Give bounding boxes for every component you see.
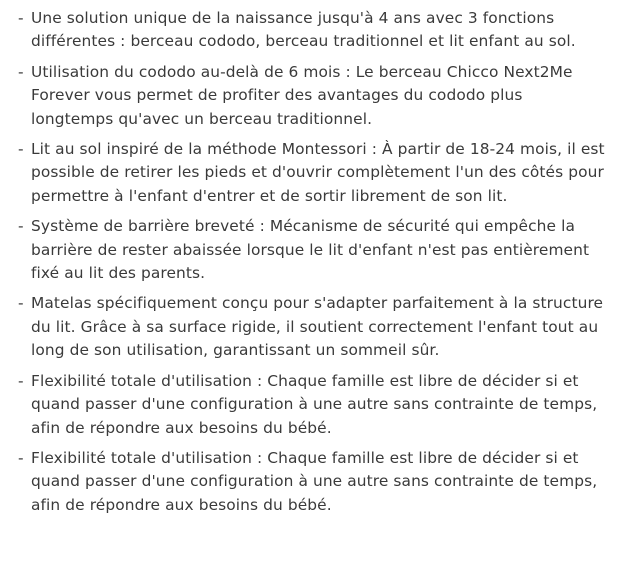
list-item [18,292,608,362]
list-item [18,61,608,131]
feature-text: Matelas spécifiquement conçu pour s'adapter parfaitement à la structure du lit. Grâce à sa surface rigide, il soutient correctement l'enfant tout au long de son utilisation, garantissant un sommeil sûr. [31,294,604,360]
feature-text: Flexibilité totale d'utilisation : Chaque famille est libre de décider si et quand passer d'une configuration à une autre sans contrainte de temps, afin de répondre aux besoins du bébé. [31,448,598,514]
list-item [18,370,608,440]
feature-text: Une solution unique de la naissance jusqu'à 4 ans avec 3 fonctions différentes : berceau cododo, berceau traditionnel et lit enfant au sol. [31,9,576,51]
dash-bullet: - [18,371,24,390]
feature-text: Système de barrière breveté : Mécanisme de sécurité qui empêche la barrière de rester abaissée lorsque le lit d'enfant n'est pas entièrement fixé au lit des parents. [31,217,590,283]
dash-bullet: - [18,217,24,236]
list-item [18,447,608,517]
dash-bullet: - [18,140,24,159]
list-item [18,7,608,54]
list-item [18,215,608,285]
dash-bullet: - [18,62,24,81]
dash-bullet: - [18,448,24,467]
feature-text: Lit au sol inspiré de la méthode Montessori : À partir de 18-24 mois, il est possible de retirer les pieds et d'ouvrir complètement l'un des côtés pour permettre à l'enfant d'entrer et de sortir librement de son lit. [31,140,605,205]
dash-bullet: - [18,9,24,27]
list-item [18,138,608,208]
feature-text: Utilisation du cododo au-delà de 6 mois : Le berceau Chicco Next2Me Forever vous permet de profiter des avantages du cododo plus longtemps qu'avec un berceau traditionnel. [31,62,573,128]
dash-bullet: - [18,294,24,313]
feature-text: Flexibilité totale d'utilisation : Chaque famille est libre de décider si et quand passer d'une configuration à une autre sans contrainte de temps, afin de répondre aux besoins du bébé. [31,371,598,437]
